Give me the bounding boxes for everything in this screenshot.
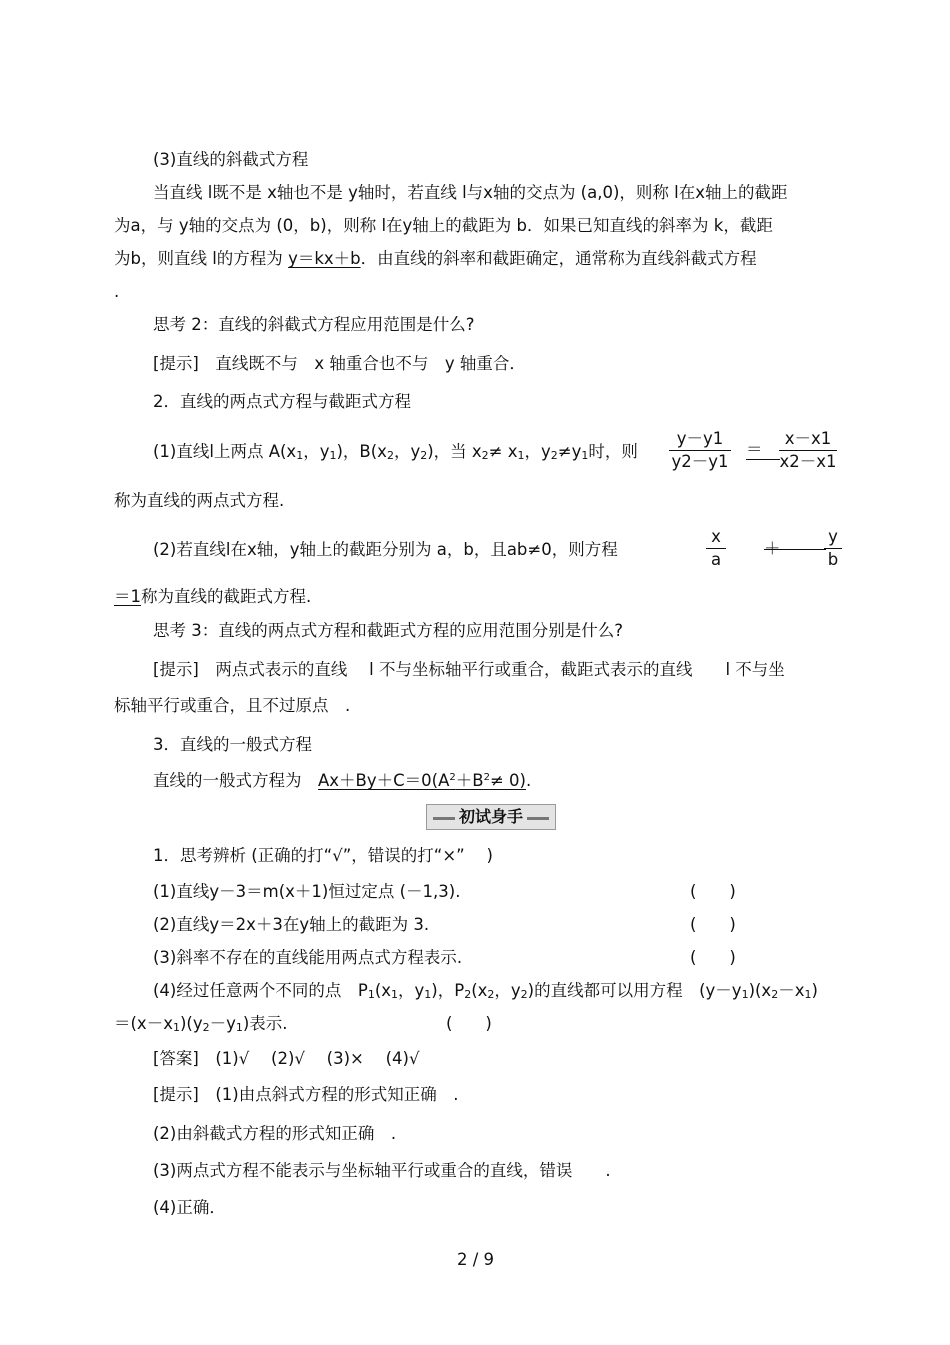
fraction-x-over-a xyxy=(706,527,726,571)
section-heading: (3)直线的斜截式方程 xyxy=(153,150,309,169)
subscript: 1 xyxy=(424,988,432,1001)
text: 时，则 xyxy=(588,442,638,461)
text: ，y xyxy=(524,442,551,461)
subscript: 1 xyxy=(367,988,375,1001)
hint-text: 标轴平行或重合，且不过原点 . xyxy=(114,696,351,715)
fraction-denominator: y2－y1 xyxy=(671,452,729,471)
fraction-numerator: x－x1 xyxy=(779,429,837,451)
answer-blank: ( ) xyxy=(690,882,736,901)
subscript: 2 xyxy=(487,988,495,1001)
text: ≠ 0) xyxy=(489,771,526,790)
equation-general xyxy=(318,771,526,790)
subscript: 2 xyxy=(550,449,558,462)
paragraph-line: (2)若直线l在x轴，y轴上的截距分别为 a，b，且ab≠0，则方程 xyxy=(153,540,618,559)
fraction-y-over-b xyxy=(824,527,842,571)
text: )表示. xyxy=(242,1014,288,1033)
text: . xyxy=(525,771,532,790)
text: 直线的一般式方程为 xyxy=(153,771,318,790)
hint-text: [提示] (1)由点斜式方程的形式知正确 . xyxy=(153,1085,459,1104)
exercise-title: 1．思考辨析 (正确的打“√”，错误的打“×” ) xyxy=(153,846,493,865)
text: －y xyxy=(209,1014,236,1033)
fraction-line xyxy=(746,459,780,460)
subscript: 1 xyxy=(235,1021,243,1034)
text: ≠y xyxy=(557,442,582,461)
exercise-question: (1)直线y－3＝m(x＋1)恒过定点 (－1,3). xyxy=(153,882,461,901)
paragraph-line xyxy=(114,248,757,270)
text: ＝(x－x xyxy=(114,1014,173,1033)
subscript: 1 xyxy=(741,988,749,1001)
text: ，y xyxy=(494,981,521,1000)
exercise-question: (2)直线y＝2x＋3在y轴上的截距为 3. xyxy=(153,915,430,934)
text: Ax＋By＋C＝0(A xyxy=(318,771,450,790)
subscript: 1 xyxy=(296,449,304,462)
hint-text: (2)由斜截式方程的形式知正确 . xyxy=(153,1124,397,1143)
paragraph-line: . xyxy=(114,282,120,301)
text: ＋B xyxy=(455,771,484,790)
exercise-question xyxy=(153,980,818,1002)
text: )的直线都可以用方程 (y－y xyxy=(527,981,742,1000)
hint-text: (3)两点式方程不能表示与坐标轴平行或重合的直线，错误 . xyxy=(153,1161,611,1180)
section-badge xyxy=(426,804,556,830)
text: (x xyxy=(471,981,488,1000)
hint-text: [提示] 直线既不与 x 轴重合也不与 y 轴重合． xyxy=(153,354,526,373)
subscript: 1 xyxy=(517,449,525,462)
badge-label xyxy=(427,806,555,828)
paragraph-line xyxy=(114,586,311,608)
paragraph-line xyxy=(153,770,531,792)
text: ．由直线的斜率和截距确定，通常称为直线斜截式方程 xyxy=(360,249,757,268)
equation-intercept: ＝1 xyxy=(114,587,141,606)
equals-sign: ＝ xyxy=(746,440,763,459)
answer-line: [答案] (1)√ (2)√ (3)× (4)√ xyxy=(153,1049,420,1068)
subscript: 1 xyxy=(581,449,589,462)
superscript: 2 xyxy=(449,772,456,783)
answer-blank: ( ) xyxy=(690,948,736,967)
subscript: 2 xyxy=(520,988,528,1001)
fraction-numerator: x xyxy=(706,527,726,549)
text: ，y xyxy=(393,442,421,461)
text: 称为直线的截距式方程. xyxy=(141,587,312,606)
fraction-denominator: b xyxy=(827,550,839,569)
exercise-question-cont xyxy=(114,1013,288,1035)
paragraph-line: 为a，与 y轴的交点为 (0，b)，则称 l在y轴上的截距为 b．如果已知直线的斜率为 k，截距 xyxy=(114,216,773,235)
subscript: 2 xyxy=(771,988,779,1001)
equation-slope-intercept: y＝kx＋b xyxy=(288,249,361,268)
text: ，y xyxy=(398,981,425,1000)
text: 为b，则直线 l的方程为 xyxy=(114,249,289,268)
fraction-denominator: a xyxy=(710,550,722,569)
subscript: 2 xyxy=(420,449,428,462)
answer-blank: ( ) xyxy=(690,915,736,934)
paragraph-line xyxy=(153,441,638,463)
hint-text: [提示] 两点式表示的直线 l 不与坐标轴平行或重合，截距式表示的直线 l 不与坐 xyxy=(153,660,785,679)
subscript: 2 xyxy=(202,1021,210,1034)
fraction-two-point-left xyxy=(669,429,731,473)
text: (1)直线l上两点 A(x xyxy=(153,442,297,461)
text: (x xyxy=(374,981,392,1000)
fraction-denominator: x2－x1 xyxy=(779,452,837,471)
text: )(y xyxy=(179,1014,203,1033)
badge-text: 初试身手 xyxy=(455,807,527,826)
superscript: 2 xyxy=(483,772,490,783)
text: )，B(x xyxy=(336,442,387,461)
plus-sign: ＋ xyxy=(764,539,781,558)
paragraph-line: 称为直线的两点式方程. xyxy=(114,491,285,510)
think-question: 思考 2：直线的斜截式方程应用范围是什么? xyxy=(153,315,475,334)
hint-text: (4)正确． xyxy=(153,1198,226,1217)
subscript: 1 xyxy=(172,1021,180,1034)
text: )，当 x xyxy=(427,442,482,461)
fraction-numerator: y－y1 xyxy=(669,429,731,451)
subscript: 1 xyxy=(329,449,337,462)
subscript: 1 xyxy=(391,988,399,1001)
think-question: 思考 3：直线的两点式方程和截距式方程的应用范围分别是什么? xyxy=(153,621,624,640)
page-number: 2 / 9 xyxy=(457,1250,495,1269)
text: ，y xyxy=(303,442,330,461)
text: )，P xyxy=(431,981,465,1000)
fraction-line xyxy=(764,549,826,550)
subscript: 1 xyxy=(804,988,812,1001)
paragraph-line: 当直线 l既不是 x轴也不是 y轴时，若直线 l与x轴的交点为 (a,0)，则称 l在x轴上的截距 xyxy=(153,183,788,202)
answer-blank: ( ) xyxy=(446,1014,492,1033)
fraction-numerator: y xyxy=(824,527,842,549)
subscript: 2 xyxy=(464,988,472,1001)
text: －x xyxy=(778,981,805,1000)
fraction-two-point-right xyxy=(779,429,837,473)
text: )(x xyxy=(748,981,772,1000)
text: (4)经过任意两个不同的点 P xyxy=(153,981,368,1000)
section-heading: 3．直线的一般式方程 xyxy=(153,735,312,754)
text: ) xyxy=(811,981,818,1000)
section-heading: 2．直线的两点式方程与截距式方程 xyxy=(153,392,411,411)
subscript: 2 xyxy=(386,449,394,462)
text: ≠ x xyxy=(488,442,518,461)
subscript: 2 xyxy=(481,449,489,462)
exercise-question: (3)斜率不存在的直线能用两点式方程表示. xyxy=(153,948,463,967)
